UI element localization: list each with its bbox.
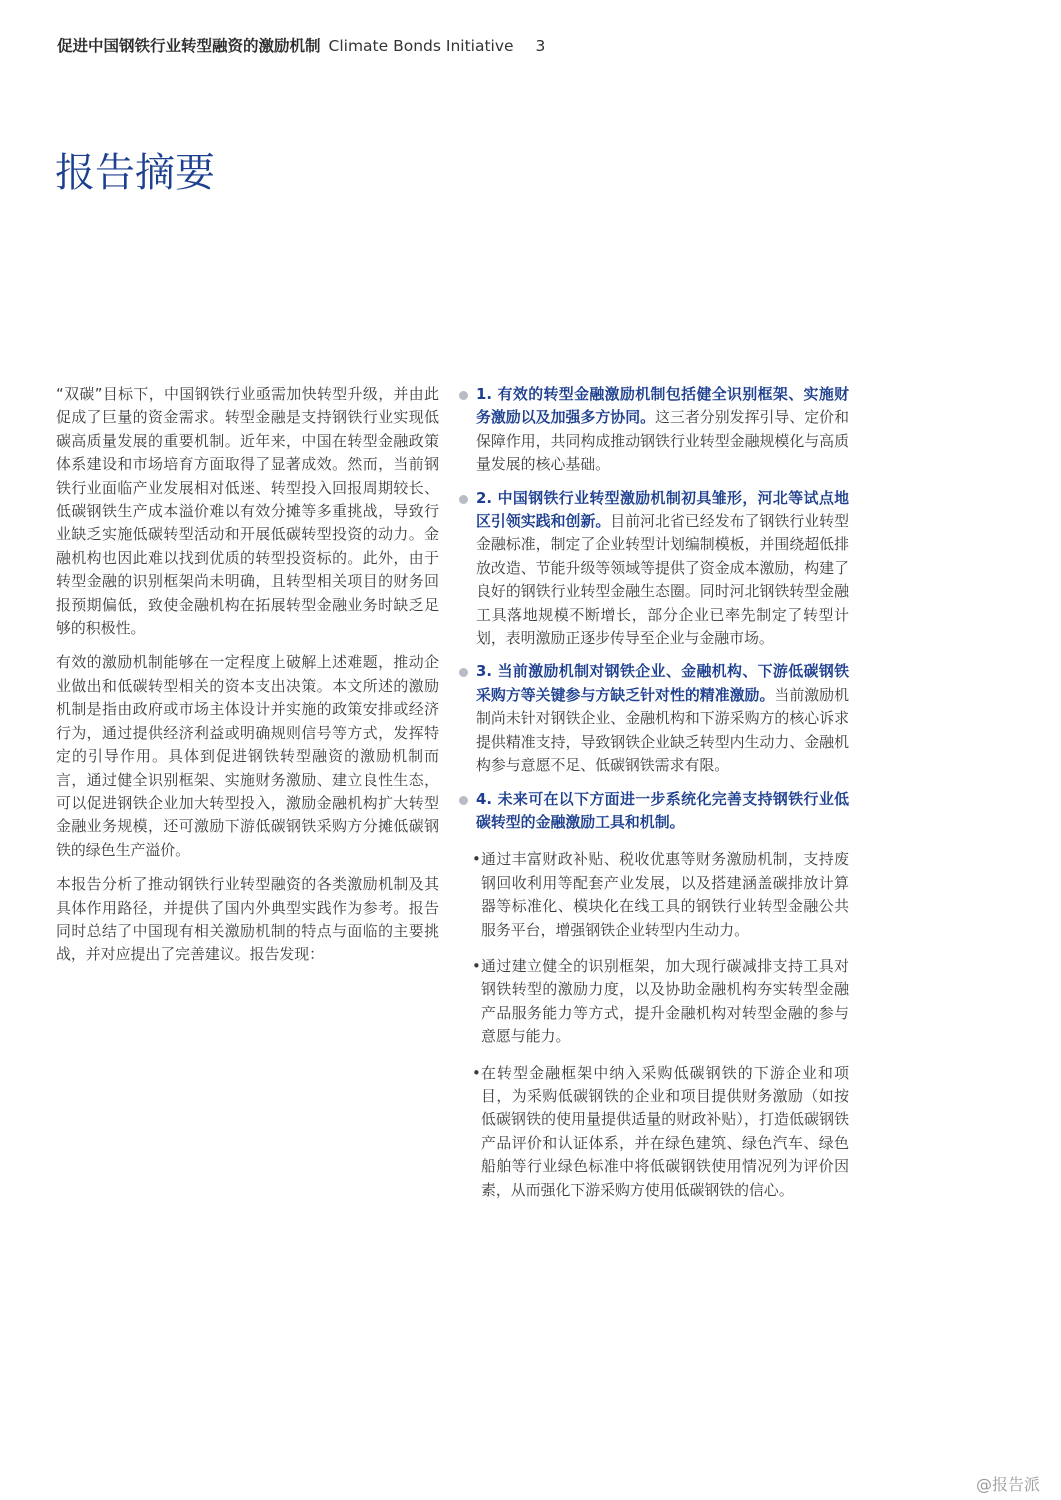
finding-lead: 1. 有效的转型金融激励机制包括健全识别框架、实施财务激励以及加强多方协同。 bbox=[476, 385, 849, 427]
finding-body: 当前激励机制尚未针对钢铁企业、金融机构和下游采购方的核心诉求提供精准支持，导致钢铁企业缺乏转型内生动力、金融机构参与意愿不足、低碳钢铁需求有限。 bbox=[476, 685, 849, 775]
finding-item bbox=[459, 788, 849, 835]
header-title: 促进中国钢铁行业转型融资的激励机制 bbox=[57, 37, 321, 55]
bullet-dot-icon bbox=[459, 391, 468, 400]
intro-paragraph: 有效的激励机制能够在一定程度上破解上述难题，推动企业做出和低碳转型相关的资本支出决策。本文所述的激励机制是指由政府或市场主体设计并实施的政策安排或经济行为，通过提供经济利益或明确规则信号等方式，发挥特定的引导作用。具体到促进钢铁转型融资的激励机制而言，通过健全识别框架、实施财务激励、建立良性生态，可以促进钢铁企业加大转型投入，激励金融机构扩大转型金融业务规模，还可激励下游低碳钢铁采购方分摊低碳钢铁的绿色生产溢价。 bbox=[56, 653, 439, 859]
recommendation-text: 通过丰富财政补贴、税收优惠等财务激励机制，支持废钢回收利用等配套产业发展，以及搭建涵盖碳排放计算器等标准化、模块化在线工具的钢铁行业转型金融公共服务平台，增强钢铁企业转型内生动力。 bbox=[481, 850, 849, 939]
finding-body: 这三者分别发挥引导、定价和保障作用，共同构成推动钢铁行业转型金融规模化与高质量发展的核心基础。 bbox=[476, 408, 849, 474]
finding-item bbox=[459, 660, 849, 777]
finding-item bbox=[459, 383, 849, 477]
bullet-dot-icon bbox=[459, 796, 468, 805]
intro-paragraph: “双碳”目标下，中国钢铁行业亟需加快转型升级，并由此促成了巨量的资金需求。转型金融是支持钢铁行业实现低碳高质量发展的重要机制。近年来，中国在转型金融政策体系建设和市场培育方面取得了显著成效。然而，当前钢铁行业面临产业发展相对低迷、转型投入回报周期较长、低碳钢铁生产成本溢价难以有效分摊等多重挑战，导致行业缺乏实施低碳转型活动和开展低碳转型投资的动力。金融机构也因此难以找到优质的转型投资标的。此外，由于转型金融的识别框架尚未明确，且转型相关项目的财务回报预期偏低，致使金融机构在拓展转型金融业务时缺乏足够的积极性。 bbox=[56, 385, 439, 638]
bullet-dot-icon bbox=[459, 495, 468, 504]
page-title: 报告摘要 bbox=[55, 150, 215, 196]
intro-paragraph: 本报告分析了推动钢铁行业转型融资的各类激励机制及其具体作用路径，并提供了国内外典型实践作为参考。报告同时总结了中国现有相关激励机制的特点与面临的主要挑战，并对应提出了完善建议。报告发现： bbox=[56, 875, 439, 964]
page-number: 3 bbox=[535, 37, 546, 55]
finding-body: 目前河北省已经发布了钢铁行业转型金融标准，制定了企业转型计划编制模板，并围绕超低排放改造、节能升级等领域等提供了资金成本激励，构建了良好的钢铁行业转型金融生态圈。同时河北钢铁转型金融工具落地规模不断增长，部分企业已率先制定了转型计划，表明激励正逐步传导至企业与金融市场。 bbox=[476, 512, 849, 648]
intro-column bbox=[56, 383, 439, 978]
finding-lead: 2. 中国钢铁行业转型激励机制初具雏形，河北等试点地区引领实践和创新。 bbox=[476, 488, 849, 531]
findings-column bbox=[459, 383, 849, 1215]
finding-item bbox=[459, 487, 849, 651]
watermark: @报告派 bbox=[976, 1475, 1041, 1494]
header-org: Climate Bonds Initiative bbox=[328, 37, 514, 55]
running-header bbox=[57, 34, 545, 58]
sub-bullet: • bbox=[472, 850, 481, 869]
sub-bullet: • bbox=[472, 1063, 481, 1082]
recommendation-item bbox=[459, 955, 849, 1049]
sub-bullet: • bbox=[472, 956, 481, 975]
bullet-dot-icon bbox=[459, 668, 468, 677]
recommendation-item bbox=[459, 848, 849, 942]
recommendation-item bbox=[459, 1062, 849, 1202]
recommendation-text: 通过建立健全的识别框架，加大现行碳减排支持工具对钢铁转型的激励力度，以及协助金融机构夯实转型金融产品服务能力等方式，提升金融机构对转型金融的参与意愿与能力。 bbox=[481, 956, 849, 1046]
finding-lead: 4. 未来可在以下方面进一步系统化完善支持钢铁行业低碳转型的金融激励工具和机制。 bbox=[476, 789, 849, 831]
finding-lead: 3. 当前激励机制对钢铁企业、金融机构、下游低碳钢铁采购方等关键参与方缺乏针对性的精准激励。 bbox=[476, 662, 849, 704]
recommendation-text: 在转型金融框架中纳入采购低碳钢铁的下游企业和项目，为采购低碳钢铁的企业和项目提供财务激励（如按低碳钢铁的使用量提供适量的财政补贴），打造低碳钢铁产品评价和认证体系，并在绿色建筑、绿色汽车、绿色船舶等行业绿色标准中将低碳钢铁使用情况列为评价因素，从而强化下游采购方使用低碳钢铁的信心。 bbox=[481, 1063, 849, 1199]
